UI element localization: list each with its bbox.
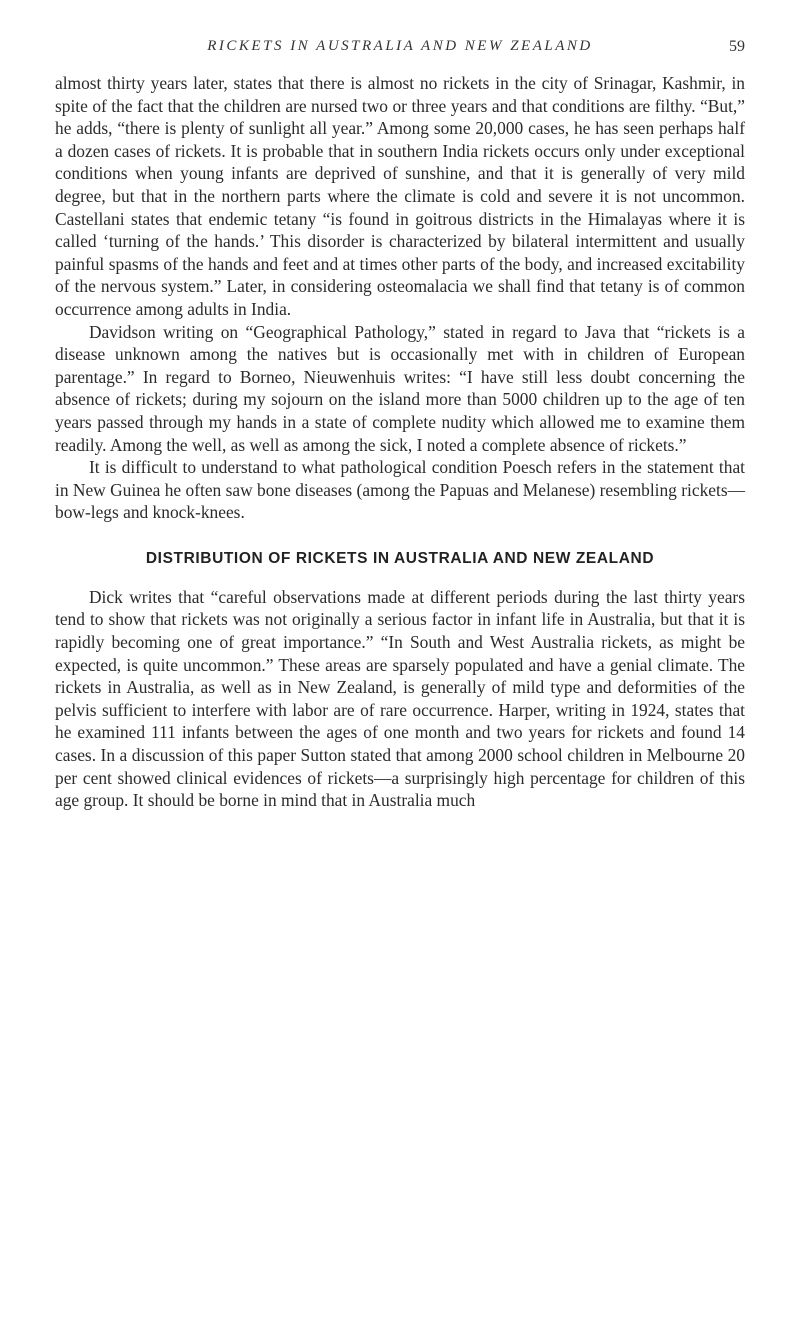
page-number: 59	[729, 38, 745, 55]
paragraph-dick: Dick writes that “careful observations made at different periods during the last thirty years tend to show that rickets was not originally a serious factor in infant life in Australia, but that it is rapidly becoming one of great importance.” “In South and West Australia rickets, as might be expected, is quite uncommon.” These areas are sparsely populated and have a genial climate. The rickets in Australia, as well as in New Zealand, is generally of mild type and deformities of the pelvis sufficient to interfere with labor are of rare occurrence. Harper, writing in 1924, states that he examined 111 infants between the ages of one month and two years for rickets and found 14 cases. In a discussion of this paper Sutton stated that among 2000 school children in Melbourne 20 per cent showed clinical evidences of rickets—a surprisingly high percentage for children of this age group. It should be borne in mind that in Australia much	[55, 586, 745, 811]
running-head	[55, 38, 745, 64]
paragraph-davidson: Davidson writing on “Geographical Pathology,” stated in regard to Java that “rickets is a disease unknown among the natives but is occasionally met with in children of European parentage.” In regard to Borneo, Nieuwenhuis writes: “I have still less doubt concerning the absence of rickets; during my sojourn on the island more than 5000 children up to the age of ten years passed through my hands in a state of complete nudity which allowed me to examine them readily. Among the well, as well as among the sick, I noted a complete absence of rickets.”	[55, 321, 745, 455]
paragraph-continued: almost thirty years later, states that there is almost no rickets in the city of Srinagar, Kashmir, in spite of the fact that the children are nursed two or three years and that conditions are filthy. “But,” he adds, “there is plenty of sunlight all year.” Among some 20,000 cases, he has seen perhaps half a dozen cases of rickets. It is probable that in southern India rickets occurs only under exceptional conditions when young infants are deprived of sunshine, and that it is generally of very mild degree, but that in the northern parts where the climate is cold and severe it is not uncommon. Castellani states that endemic tetany “is found in goitrous districts in the Himalayas where it is called ‘turning of the hands.’ This disorder is characterized by bilateral intermittent and usually painful spasms of the hands and feet and at times other parts of the body, and increased excitability of the nervous system.” Later, in considering osteomalacia we shall find that tetany is of common occurrence among adults in India.	[55, 73, 745, 319]
running-title: RICKETS IN AUSTRALIA AND NEW ZEALAND	[207, 38, 593, 54]
section-heading: DISTRIBUTION OF RICKETS IN AUSTRALIA AND NEW ZEALAND	[145, 549, 655, 567]
book-page	[55, 38, 745, 812]
paragraph-poesch: It is difficult to understand to what pathological condition Poesch refers in the statement that in New Guinea he often saw bone diseases (among the Papuas and Melanese) resembling rickets—bow-legs and knock-knees.	[55, 457, 745, 523]
